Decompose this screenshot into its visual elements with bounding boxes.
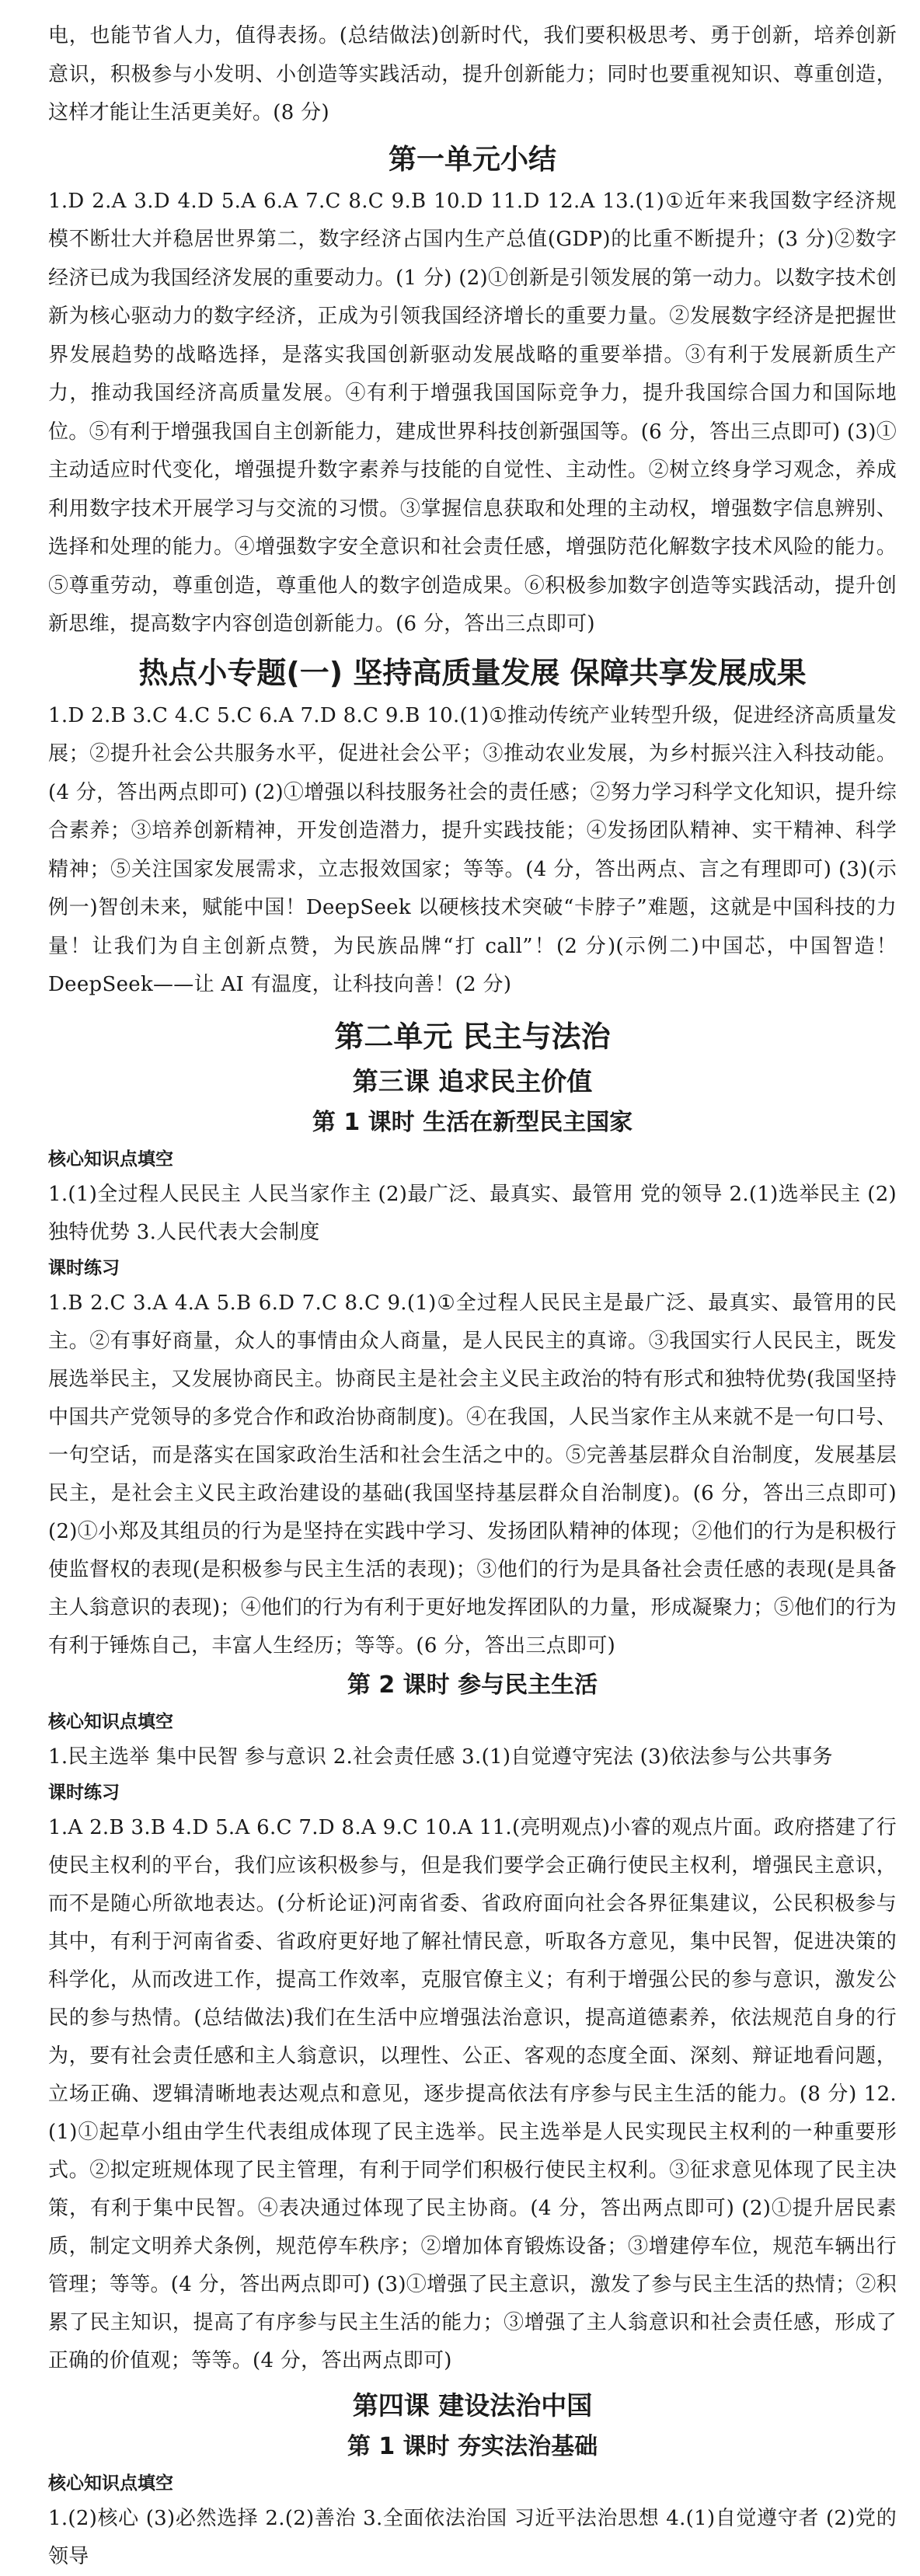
hot-topic-title: 热点小专题(一) 坚持高质量发展 保障共享发展成果 [138,655,807,690]
lesson4-period1-knowledge-answers: 1.(2)核心 (3)必然选择 2.(2)善治 3.全面依法治国 习近平法治思想 4.(1)自觉遵守者 (2)党的领导 [48,2506,897,2568]
lesson3-period2-knowledge-label: 核心知识点填空 [48,1711,173,1732]
lesson4-title: 第四课 建设法治中国 [352,2390,593,2421]
lesson4-period1-title: 第 1 课时 夯实法治基础 [347,2432,598,2460]
unit1-summary-title: 第一单元小结 [388,143,556,176]
hot-topic-answers: 1.D 2.B 3.C 4.C 5.C 6.A 7.D 8.C 9.B 10.(1)①推动传统产业转型升级，促进经济高质量发展；②提升社会公共服务水平，促进社会公平；③推动农业发展，为乡村振兴注入科技动能。(4 分，答出两点即可) (2)①增强以科技服务社会的责任感；②努力学习科学文化知识，提升综合素养；③培养创新精神，开发创造潜力，提升实践技能；④发扬团队精神、实干精神、科学精神；⑤关注国家发展需求，立志报效国家；等等。(4 分，答出两点、言之有理即可) (3)(示例一)智创未来，赋能中国！DeepSeek 以硬核技术突破“卡脖子”难题，这就是中国科技的力量！让我们为自主创新点赞，为民族品牌“打 call”！(2 分)(示例二)中国芯，中国智造！DeepSeek——让 AI 有温度，让科技向善！(2 分) [48,703,897,996]
lesson3-period1-practice-answers: 1.B 2.C 3.A 4.A 5.B 6.D 7.C 8.C 9.(1)①全过程人民民主是最广泛、最真实、最管用的民主。②有事好商量，众人的事情由众人商量，是人民民主的真谛。③我国实行人民民主，既发展选举民主，又发展协商民主。协商民主是社会主义民主政治的特有形式和独特优势(我国坚持中国共产党领导的多党合作和政治协商制度)。④在我国，人民当家作主从来就不是一句口号、一句空话，而是落实在国家政治生活和社会生活之中的。⑤完善基层群众自治制度，发展基层民主，是社会主义民主政治建设的基础(我国坚持基层群众自治制度)。(6 分，答出三点即可) (2)①小郑及其组员的行为是坚持在实践中学习、发扬团队精神的体现；②他们的行为是积极行使监督权的表现(是积极参与民主生活的表现)；③他们的行为是具备社会责任感的表现(是具备主人翁意识的表现)；④他们的行为有利于更好地发挥团队的力量，形成凝聚力；⑤他们的行为有利于锤炼自己，丰富人生经历；等等。(6 分，答出三点即可) [48,1291,897,1657]
lesson3-period2-knowledge-answers: 1.民主选举 集中民智 参与意识 2.社会责任感 3.(1)自觉遵守宪法 (3)依法参与公共事务 [48,1745,833,1769]
lesson3-period1-knowledge-label: 核心知识点填空 [48,1149,173,1169]
lesson3-period1-title: 第 1 课时 生活在新型民主国家 [312,1108,633,1136]
lesson3-period2-practice-label: 课时练习 [48,1782,120,1803]
unit1-summary-answers: 1.D 2.A 3.D 4.D 5.A 6.A 7.C 8.C 9.B 10.D 11.D 12.A 13.(1)①近年来我国数字经济规模不断壮大并稳居世界第二，数字经济占国内生产总值(GDP)的比重不断提升；(3 分)②数字经济已成为我国经济发展的重要动力。(1 分) (2)①创新是引领发展的第一动力。以数字技术创新为核心驱动力的数字经济，正成为引领我国经济增长的重要力量。②发展数字经济是把握世界发展趋势的战略选择，是落实我国创新驱动发展战略的重要举措。③有利于发展新质生产力，推动我国经济高质量发展。④有利于增强我国国际竞争力，提升我国综合国力和国际地位。⑤有利于增强我国自主创新能力，建成世界科技创新强国等。(6 分，答出三点即可) (3)①主动适应时代变化，增强提升数字素养与技能的自觉性、主动性。②树立终身学习观念，养成利用数字技术开展学习与交流的习惯。③掌握信息获取和处理的主动权，增强数字信息辨别、选择和处理的能力。④增强数字安全意识和社会责任感，增强防范化解数字技术风险的能力。⑤尊重劳动，尊重创造，尊重他人的数字创造成果。⑥积极参加数字创造等实践活动，提升创新思维，提高数字内容创造创新能力。(6 分，答出三点即可) [48,189,897,636]
lesson3-period1-knowledge-answers: 1.(1)全过程人民民主 人民当家作主 (2)最广泛、最真实、最管用 党的领导 2.(1)选举民主 (2)独特优势 3.人民代表大会制度 [48,1182,897,1244]
lesson4-period1-knowledge-label: 核心知识点填空 [48,2473,173,2494]
lesson3-title: 第三课 追求民主价值 [352,1065,593,1096]
lesson3-period2-practice-answers: 1.A 2.B 3.B 4.D 5.A 6.C 7.D 8.A 9.C 10.A 11.(亮明观点)小睿的观点片面。政府搭建了行使民主权利的平台，我们应该积极参与，但是我们要学会正确行使民主权利，增强民主意识，而不是随心所欲地表达。(分析论证)河南省委、省政府面向社会各界征集建议，公民积极参与其中，有利于河南省委、省政府更好地了解社情民意，听取各方意见，集中民智，促进决策的科学化，从而改进工作，提高工作效率，克服官僚主义；有利于增强公民的参与意识，激发公民的参与热情。(总结做法)我们在生活中应增强法治意识，提高道德素养，依法规范自身的行为，要有社会责任感和主人翁意识，以理性、公正、客观的态度全面、深刻、辩证地看问题，立场正确、逻辑清晰地表达观点和意见，逐步提高依法有序参与民主生活的能力。(8 分) 12.(1)①起草小组由学生代表组成体现了民主选举。民主选举是人民实现民主权利的一种重要形式。②拟定班规体现了民主管理，有利于同学们积极行使民主权利。③征求意见体现了民主决策，有利于集中民智。④表决通过体现了民主协商。(4 分，答出两点即可) (2)①提升居民素质，制定文明养犬条例，规范停车秩序；②增加体育锻炼设备；③增建停车位，规范车辆出行管理；等等。(4 分，答出两点即可) (3)①增强了民主意识，激发了参与民主生活的热情；②积累了民主知识，提高了有序参与民主生活的能力；③增强了主人翁意识和社会责任感，形成了正确的价值观；等等。(4 分，答出两点即可) [48,1815,897,2372]
lesson3-period2-title: 第 2 课时 参与民主生活 [347,1671,598,1699]
lesson3-period1-practice-label: 课时练习 [48,1257,120,1278]
unit2-title: 第二单元 民主与法治 [334,1019,611,1054]
intro-paragraph: 电，也能节省人力，值得表扬。(总结做法)创新时代，我们要积极思考、勇于创新，培养创新意识，积极参与小发明、小创造等实践活动，提升创新能力；同时也要重视知识、尊重创造，这样才能让生活更美好。(8 分) [48,24,897,124]
